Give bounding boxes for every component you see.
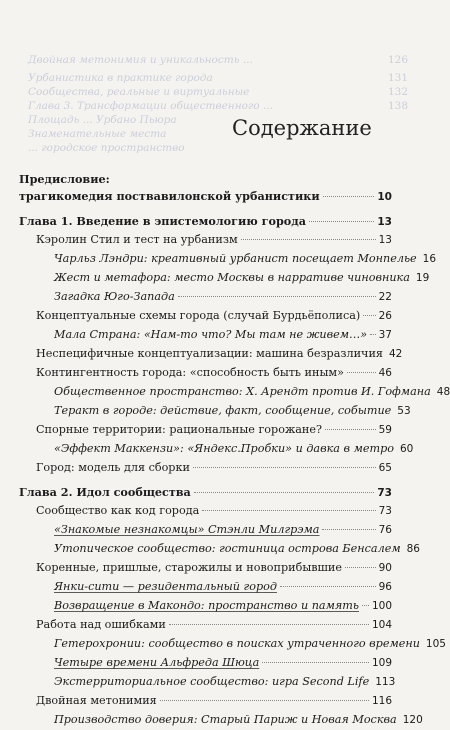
toc-subsection-entry xyxy=(0,249,437,268)
toc-entry-title: Мала Страна: «Нам-то что? Мы там не живем…» xyxy=(54,328,368,341)
toc-entry-title: Сообщество как код города xyxy=(36,504,200,517)
toc-dot-leader xyxy=(345,567,376,568)
toc-page-number: 22 xyxy=(378,291,392,303)
toc-page-number: 113 xyxy=(375,676,396,688)
toc-subsection-entry xyxy=(0,325,428,344)
toc-subsection-entry xyxy=(0,672,428,691)
toc-dot-leader xyxy=(169,624,369,625)
toc-entry-title: Концептуальные схемы города (случай Бурдьёполиса) xyxy=(36,309,361,322)
toc-page-number: 10 xyxy=(377,191,392,203)
toc-page-number: 13 xyxy=(377,216,392,228)
toc-dot-leader xyxy=(325,429,376,430)
toc-entry-title: Коренные, пришлые, старожилы и новоприбывшие xyxy=(36,561,343,574)
bleed-line: Двойная метонимия и уникальность ... 126 xyxy=(28,54,408,66)
toc-entry-title: Жест и метафора: место Москвы в нарративе чиновника xyxy=(54,271,410,284)
toc-subsection-entry xyxy=(0,710,428,729)
toc-entry-title: Гетерохронии: сообщество в поисках утраченного времени xyxy=(54,637,420,650)
toc-page-number: 73 xyxy=(377,487,392,499)
toc-page-number: 53 xyxy=(397,405,411,417)
toc-dot-leader xyxy=(363,315,375,316)
toc-page-number: 19 xyxy=(415,272,430,284)
toc-entry-title: Глава 1. Введение в эпистемологию города xyxy=(19,214,306,228)
toc-entry-title: Утопическое сообщество: гостиница острова Бенсалем xyxy=(54,542,401,555)
toc-dot-leader xyxy=(178,296,376,297)
toc-dot-leader xyxy=(194,492,375,493)
toc-section-entry xyxy=(0,615,428,634)
toc-page-number: 96 xyxy=(378,581,392,593)
toc-entry-title: «Знакомые незнакомцы» Стэнли Милгрэма xyxy=(54,523,320,536)
toc-entry-title: «Эффект Маккензи»: «Яндекс.Пробки» и давка в метро xyxy=(54,442,394,455)
toc-subsection-entry xyxy=(0,520,428,539)
bleed-line: Сообщества, реальные и виртуальные 132 xyxy=(28,86,408,98)
toc-dot-leader xyxy=(241,239,376,240)
toc-entry-title: трагикомедия поствавилонской урбанистики xyxy=(19,189,320,203)
bleed-line: ... городское пространство xyxy=(28,142,185,154)
toc-page-number: 116 xyxy=(371,695,392,707)
toc-page-number: 46 xyxy=(378,367,392,379)
toc-page-number: 100 xyxy=(371,600,392,612)
bleed-line: Знаменательные места xyxy=(28,128,167,140)
toc-entry-title: Возвращение в Макондо: пространство и память xyxy=(54,599,359,612)
toc-entry-title: Работа над ошибками xyxy=(36,618,166,631)
toc-subsection-entry xyxy=(0,539,428,558)
toc-entry-title: Чарльз Лэндри: креативный урбанист посещает Монпелье xyxy=(54,252,417,265)
toc-dot-leader xyxy=(323,196,375,197)
toc-entry-title: Янки-сити — резидентальный город xyxy=(54,580,277,593)
toc-page-number: 59 xyxy=(378,424,392,436)
bleed-line: Площадь ... Урбано Пьюра xyxy=(28,114,177,126)
toc-subsection-entry xyxy=(0,382,450,401)
toc-entry-title: Двойная метонимия xyxy=(36,694,157,707)
toc-page-number: 60 xyxy=(399,443,414,455)
bleed-line: Глава 3. Трансформации общественного ... 138 xyxy=(28,100,408,112)
toc-entry-title: Глава 2. Идол сообщества xyxy=(19,485,191,499)
toc-dot-leader xyxy=(202,510,375,511)
toc-dot-leader xyxy=(322,529,375,530)
preface-title-line: Предисловие: xyxy=(19,172,110,186)
toc-entry-title: Кэролин Стил и тест на урбанизм xyxy=(36,233,238,246)
toc-dot-leader xyxy=(280,586,376,587)
toc-page-number: 26 xyxy=(378,310,392,322)
toc-chapter-entry xyxy=(0,212,428,231)
toc-page-number: 37 xyxy=(378,329,392,341)
toc-subsection-entry xyxy=(0,596,428,615)
toc-subsection-entry xyxy=(0,268,428,287)
toc-page-number: 86 xyxy=(406,543,420,555)
toc-page-number: 105 xyxy=(425,638,446,650)
toc-dot-leader xyxy=(309,221,374,222)
bleed-line: Урбанистика в практике города 131 xyxy=(28,72,408,84)
toc-dot-leader xyxy=(193,467,376,468)
toc-entry-title: Четыре времени Альфреда Шюца xyxy=(54,656,260,669)
toc-subsection-entry xyxy=(0,577,428,596)
toc-page-number: 109 xyxy=(371,657,392,669)
toc-page-number: 42 xyxy=(388,348,403,360)
toc-page-number: 48 xyxy=(436,386,450,398)
toc-chapter-entry xyxy=(0,483,428,502)
toc-section-entry xyxy=(0,344,428,363)
toc-dot-leader xyxy=(347,372,376,373)
toc-section-entry xyxy=(0,501,428,520)
toc-chapter-entry xyxy=(0,187,428,206)
toc-section-entry xyxy=(0,306,428,325)
toc-entry-title: Загадка Юго-Запада xyxy=(54,290,175,303)
toc-page-number: 76 xyxy=(378,524,392,536)
toc-subsection-entry xyxy=(0,439,428,458)
toc-heading: Содержание xyxy=(232,116,372,140)
toc-subsection-entry xyxy=(0,287,428,306)
toc-page-number: 104 xyxy=(371,619,392,631)
toc-section-entry xyxy=(0,230,428,249)
toc-entry-title: Город: модель для сборки xyxy=(36,461,190,474)
toc-section-entry xyxy=(0,458,428,477)
toc-page-number: 65 xyxy=(378,462,392,474)
toc-subsection-entry xyxy=(0,634,446,653)
toc-entry-title: Спорные территории: рациональные горожане? xyxy=(36,423,322,436)
toc-subsection-entry xyxy=(0,401,428,420)
toc-entry-title: Контингентность города: «способность быть иным» xyxy=(36,366,344,379)
toc-entry-title: Общественное пространство: Х. Арендт против И. Гофмана xyxy=(54,385,431,398)
toc-dot-leader xyxy=(362,605,369,606)
toc-section-entry xyxy=(0,363,428,382)
toc-dot-leader xyxy=(160,700,369,701)
toc-entry-title: Производство доверия: Старый Париж и Новая Москва xyxy=(54,713,397,726)
toc-page-number: 90 xyxy=(378,562,392,574)
toc-page-number: 73 xyxy=(378,505,392,517)
toc-page-number: 120 xyxy=(402,714,423,726)
toc-dot-leader xyxy=(262,662,369,663)
toc-section-entry xyxy=(0,691,428,710)
toc-page-number: 16 xyxy=(422,253,437,265)
toc-section-entry xyxy=(0,558,428,577)
toc-entry-title: Теракт в городе: действие, факт, сообщение, событие xyxy=(54,404,392,417)
toc-section-entry xyxy=(0,420,428,439)
toc-subsection-entry xyxy=(0,653,428,672)
toc-page-number: 13 xyxy=(378,234,392,246)
toc-dot-leader xyxy=(370,334,376,335)
toc-entry-title: Экстерриториальное сообщество: игра Second Life xyxy=(54,675,370,688)
toc-entry-title: Неспецифичные концептуализации: машина безразличия xyxy=(36,347,383,360)
